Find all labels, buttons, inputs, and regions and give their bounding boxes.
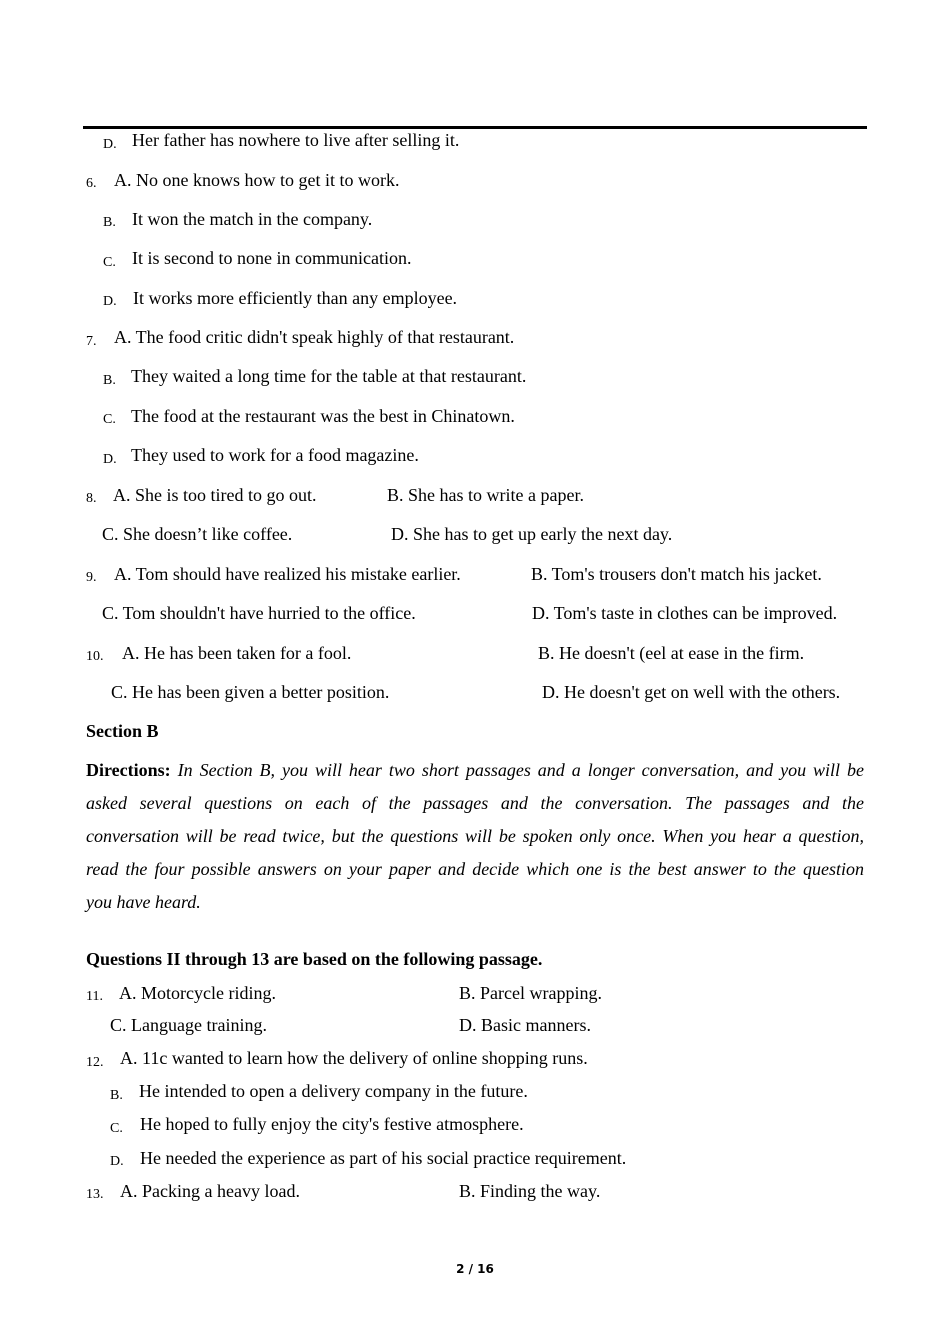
q6-option-b-label: B. <box>103 215 116 230</box>
q6-option-c: It is second to none in communication. <box>132 248 412 268</box>
q11-number: 11. <box>86 989 103 1004</box>
q7-option-c-label: C. <box>103 412 116 427</box>
q7-option-d: They used to work for a food magazine. <box>131 445 419 465</box>
q10-option-a: A. He has been taken for a fool. <box>122 643 352 663</box>
q7-option-b-label: B. <box>103 373 116 388</box>
q12-number: 12. <box>86 1055 104 1070</box>
q9-option-d: D. Tom's taste in clothes can be improved. <box>532 603 838 623</box>
q11-option-d: D. Basic manners. <box>459 1015 591 1035</box>
q12-option-b-label: B. <box>110 1088 123 1103</box>
directions-text-1: In Section B, you will hear two short passages and a longer conversation, and you will be <box>177 760 864 780</box>
q6-option-d-label: D. <box>103 294 117 309</box>
q7-option-a: A. The food critic didn't speak highly of that restaurant. <box>114 327 515 347</box>
q6-option-c-label: C. <box>103 255 116 270</box>
directions-line-2: asked several questions on each of the passages and the conversation. The passages and the <box>86 793 864 813</box>
q10-option-c: C. He has been given a better position. <box>111 682 390 702</box>
q6-option-b: It won the match in the company. <box>132 209 373 229</box>
section-b-title: Section B <box>86 721 159 741</box>
directions-line-4: read the four possible answers on your paper and decide which one is the best answer to the question <box>86 859 864 879</box>
q8-number: 8. <box>86 491 97 506</box>
q13-number: 13. <box>86 1187 104 1202</box>
q12-option-d-label: D. <box>110 1154 124 1169</box>
q8-option-d: D. She has to get up early the next day. <box>391 524 673 544</box>
q5-option-d-label: D. <box>103 137 117 152</box>
q12-option-c: He hoped to fully enjoy the city's festive atmosphere. <box>140 1114 524 1134</box>
q5-option-d: Her father has nowhere to live after selling it. <box>132 130 460 150</box>
header-rule <box>83 126 867 129</box>
q9-option-c: C. Tom shouldn't have hurried to the office. <box>102 603 416 623</box>
q10-number: 10. <box>86 649 104 664</box>
q7-option-c: The food at the restaurant was the best in Chinatown. <box>131 406 515 426</box>
q12-option-d: He needed the experience as part of his social practice requirement. <box>140 1148 627 1168</box>
q7-option-d-label: D. <box>103 452 117 467</box>
q9-number: 9. <box>86 570 97 585</box>
q9-option-b: B. Tom's trousers don't match his jacket. <box>531 564 822 584</box>
directions-line-5: you have heard. <box>86 892 201 912</box>
page-number: 2 / 16 <box>456 1262 494 1276</box>
q6-number: 6. <box>86 176 97 191</box>
q7-number: 7. <box>86 334 97 349</box>
q13-option-b: B. Finding the way. <box>459 1181 601 1201</box>
q12-option-a: A. 11c wanted to learn how the delivery of online shopping runs. <box>120 1048 588 1068</box>
q13-option-a: A. Packing a heavy load. <box>120 1181 300 1201</box>
q11-option-b: B. Parcel wrapping. <box>459 983 602 1003</box>
directions-line-1 <box>86 760 864 780</box>
q10-option-d: D. He doesn't get on well with the others. <box>542 682 841 702</box>
q9-option-a: A. Tom should have realized his mistake earlier. <box>114 564 461 584</box>
directions-line-3: conversation will be read twice, but the questions will be spoken only once. When you hear a question, <box>86 826 864 846</box>
q8-option-c: C. She doesn’t like coffee. <box>102 524 293 544</box>
q8-option-b: B. She has to write a paper. <box>387 485 584 505</box>
q12-option-c-label: C. <box>110 1121 123 1136</box>
q7-option-b: They waited a long time for the table at that restaurant. <box>131 366 527 386</box>
q11-option-a: A. Motorcycle riding. <box>119 983 276 1003</box>
q12-option-b: He intended to open a delivery company in the future. <box>139 1081 528 1101</box>
q11-option-c: C. Language training. <box>110 1015 267 1035</box>
q6-option-a: A. No one knows how to get it to work. <box>114 170 400 190</box>
question-group-heading: Questions II through 13 are based on the following passage. <box>86 949 543 969</box>
q8-option-a: A. She is too tired to go out. <box>113 485 317 505</box>
directions-label: Directions: <box>86 760 171 780</box>
q6-option-d: It works more efficiently than any employee. <box>133 288 458 308</box>
q10-option-b: B. He doesn't (eel at ease in the firm. <box>538 643 805 663</box>
